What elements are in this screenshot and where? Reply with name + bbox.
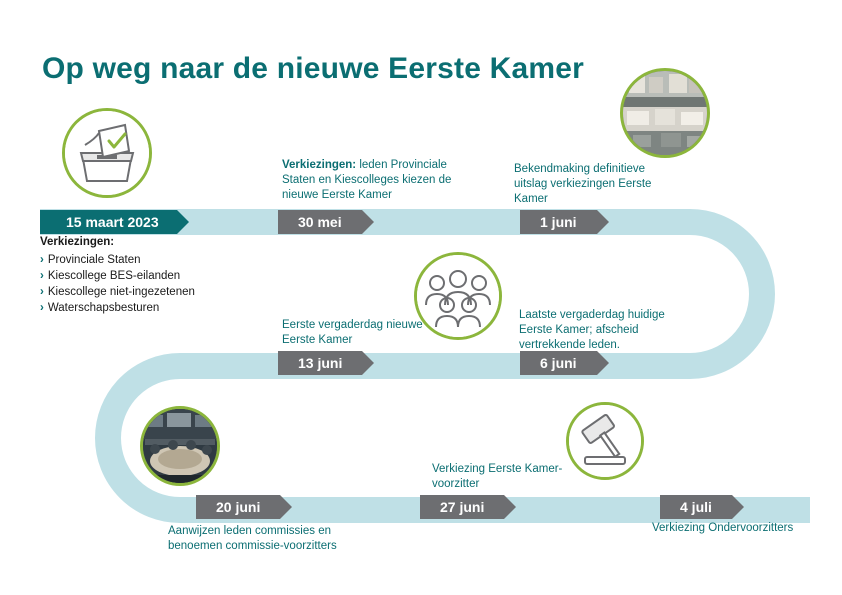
date-label: 13 juni bbox=[298, 355, 343, 371]
caption-20-juni: Aanwijzen leden commissies en benoemen commissie-voorzitters bbox=[168, 525, 337, 552]
list-item: › Waterschapsbesturen bbox=[40, 300, 195, 316]
bar-arrow-icon bbox=[280, 495, 292, 519]
date-bar-15-maart-2023[interactable] bbox=[40, 210, 177, 234]
caption-bold-prefix: Verkiezingen: bbox=[282, 159, 357, 171]
date-label: 20 juni bbox=[216, 499, 261, 515]
caption-27-juni: Verkiezing Eerste Kamer-voorzitter bbox=[432, 463, 563, 490]
date-bar-1-juni[interactable] bbox=[520, 210, 597, 234]
bar-arrow-icon bbox=[504, 495, 516, 519]
gavel-icon bbox=[566, 402, 644, 480]
bar-arrow-icon bbox=[597, 351, 609, 375]
members-group-icon bbox=[414, 252, 502, 340]
date-label: 1 juni bbox=[540, 214, 577, 230]
caption-15-maart-2023 bbox=[40, 234, 195, 316]
bar-arrow-icon bbox=[177, 210, 189, 234]
date-label: 15 maart 2023 bbox=[66, 214, 159, 230]
caption-4-juli: Verkiezing Ondervoorzitters bbox=[652, 522, 794, 534]
bar-arrow-icon bbox=[732, 495, 744, 519]
ballot-box-icon bbox=[62, 108, 152, 198]
vote-count-photo bbox=[620, 68, 710, 158]
caption-30-mei bbox=[282, 158, 460, 203]
bar-arrow-icon bbox=[597, 210, 609, 234]
list-item: › Kiescollege BES-eilanden bbox=[40, 268, 195, 284]
date-bar-20-juni[interactable] bbox=[196, 495, 280, 519]
bar-arrow-icon bbox=[362, 210, 374, 234]
date-bar-6-juni[interactable] bbox=[520, 351, 597, 375]
date-bar-4-juli[interactable] bbox=[660, 495, 732, 519]
page-title: Op weg naar de nieuwe Eerste Kamer bbox=[42, 52, 584, 85]
date-label: 4 juli bbox=[680, 499, 712, 515]
caption-text: leden Provinciale Staten en Kiescolleges kiezen de nieuwe Eerste Kamer bbox=[282, 159, 452, 201]
bar-arrow-icon bbox=[362, 351, 374, 375]
date-bar-30-mei[interactable] bbox=[278, 210, 362, 234]
caption-1-juni: Bekendmaking definitieve uitslag verkiezingen Eerste Kamer bbox=[514, 163, 652, 205]
date-bar-13-juni[interactable] bbox=[278, 351, 362, 375]
caption-heading: Verkiezingen: bbox=[40, 236, 115, 248]
date-label: 6 juni bbox=[540, 355, 577, 371]
committee-room-photo bbox=[140, 406, 220, 486]
caption-6-juni: Laatste vergaderdag huidige Eerste Kamer; afscheid vertrekkende leden. bbox=[519, 309, 665, 351]
date-label: 27 juni bbox=[440, 499, 485, 515]
date-bar-27-juni[interactable] bbox=[420, 495, 504, 519]
caption-13-juni: Eerste vergaderdag nieuwe Eerste Kamer bbox=[282, 319, 423, 346]
list-item: › Kiescollege niet-ingezetenen bbox=[40, 284, 195, 300]
list-item: › Provinciale Staten bbox=[40, 252, 195, 268]
date-label: 30 mei bbox=[298, 214, 342, 230]
